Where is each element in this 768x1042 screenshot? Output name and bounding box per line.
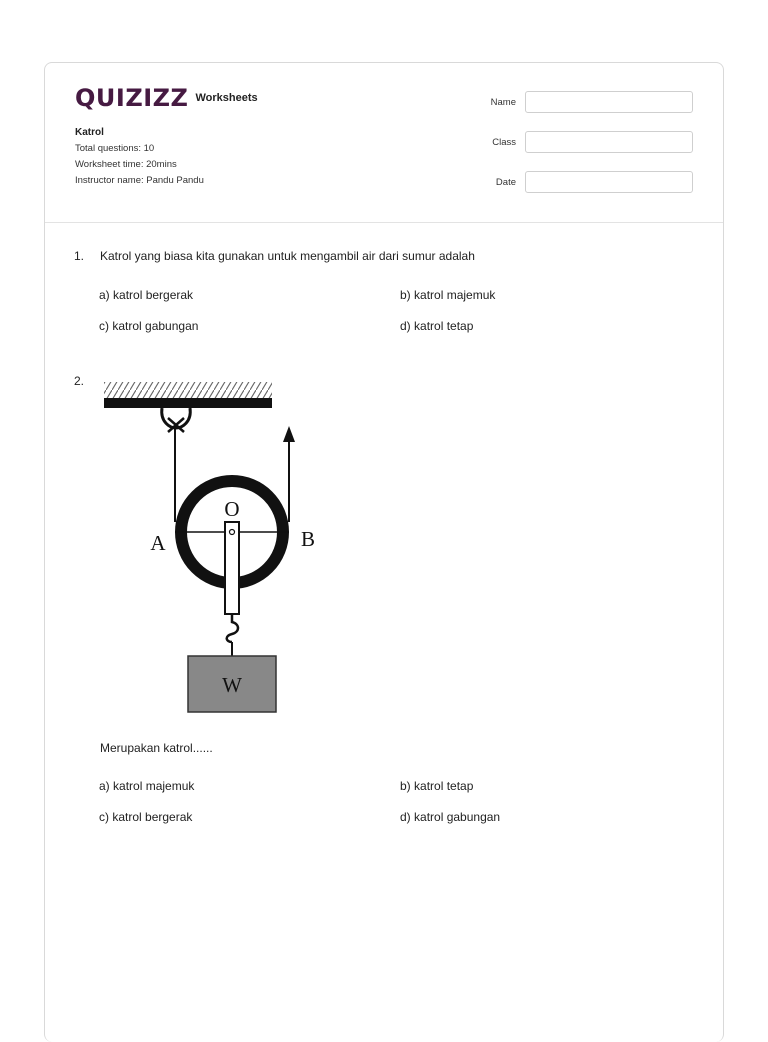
q2-option-a[interactable] — [99, 779, 194, 793]
class-field — [456, 131, 693, 153]
date-label: Date — [495, 176, 516, 188]
logo-wordmark: QUIZIZZ — [75, 84, 189, 112]
label-a: A — [150, 531, 166, 555]
total-questions: Total questions: 10 — [75, 143, 155, 154]
option-text: katrol majemuk — [113, 779, 195, 793]
option-text: katrol bergerak — [112, 810, 193, 824]
axle-pin — [230, 530, 235, 535]
label-w: W — [222, 673, 242, 697]
option-letter: a) — [99, 779, 110, 793]
label-b: B — [300, 527, 316, 551]
question-text: Katrol yang biasa kita gunakan untuk mengambil air dari sumur adalah — [100, 249, 475, 263]
option-text: katrol tetap — [414, 779, 474, 793]
option-text: katrol bergerak — [113, 288, 194, 302]
option-text: katrol gabungan — [112, 319, 199, 333]
instructor-name: Instructor name: Pandu Pandu — [75, 175, 204, 186]
logo-subtitle: Worksheets — [195, 92, 258, 104]
ceiling-beam — [104, 398, 272, 408]
worksheet-meta — [75, 125, 204, 189]
q1-option-c[interactable] — [99, 319, 198, 333]
option-letter: b) — [400, 288, 411, 302]
option-letter: d) — [400, 319, 411, 333]
option-letter: a) — [99, 288, 110, 302]
quizizz-logo — [75, 85, 258, 111]
question-text: Merupakan katrol...... — [100, 741, 213, 755]
worksheet-title: Katrol — [75, 127, 104, 138]
load-hook — [227, 614, 238, 642]
question-number: 1. — [74, 249, 85, 263]
pulley-diagram — [100, 380, 316, 720]
q2-option-b[interactable] — [400, 779, 473, 793]
q2-option-d[interactable] — [400, 810, 500, 824]
worksheet-time: Worksheet time: 20mins — [75, 159, 177, 170]
class-input[interactable] — [525, 131, 693, 153]
axle-bracket — [225, 522, 239, 614]
option-letter: c) — [99, 319, 109, 333]
date-field — [456, 171, 693, 193]
option-text: katrol tetap — [414, 319, 474, 333]
ceiling-hatching — [104, 382, 272, 398]
option-text: katrol majemuk — [414, 288, 496, 302]
option-letter: c) — [99, 810, 109, 824]
name-input[interactable] — [525, 91, 693, 113]
q1-option-a[interactable] — [99, 288, 193, 302]
date-input[interactable] — [525, 171, 693, 193]
q1-option-b[interactable] — [400, 288, 495, 302]
name-label: Name — [490, 96, 516, 108]
q2-option-c[interactable] — [99, 810, 192, 824]
question-number: 2. — [74, 374, 85, 388]
option-text: katrol gabungan — [414, 810, 501, 824]
option-letter: b) — [400, 779, 411, 793]
worksheet-header — [45, 63, 723, 223]
label-o: O — [224, 497, 240, 521]
option-letter: d) — [400, 810, 411, 824]
q1-option-d[interactable] — [400, 319, 473, 333]
class-label: Class — [492, 136, 516, 148]
name-field — [456, 91, 693, 113]
